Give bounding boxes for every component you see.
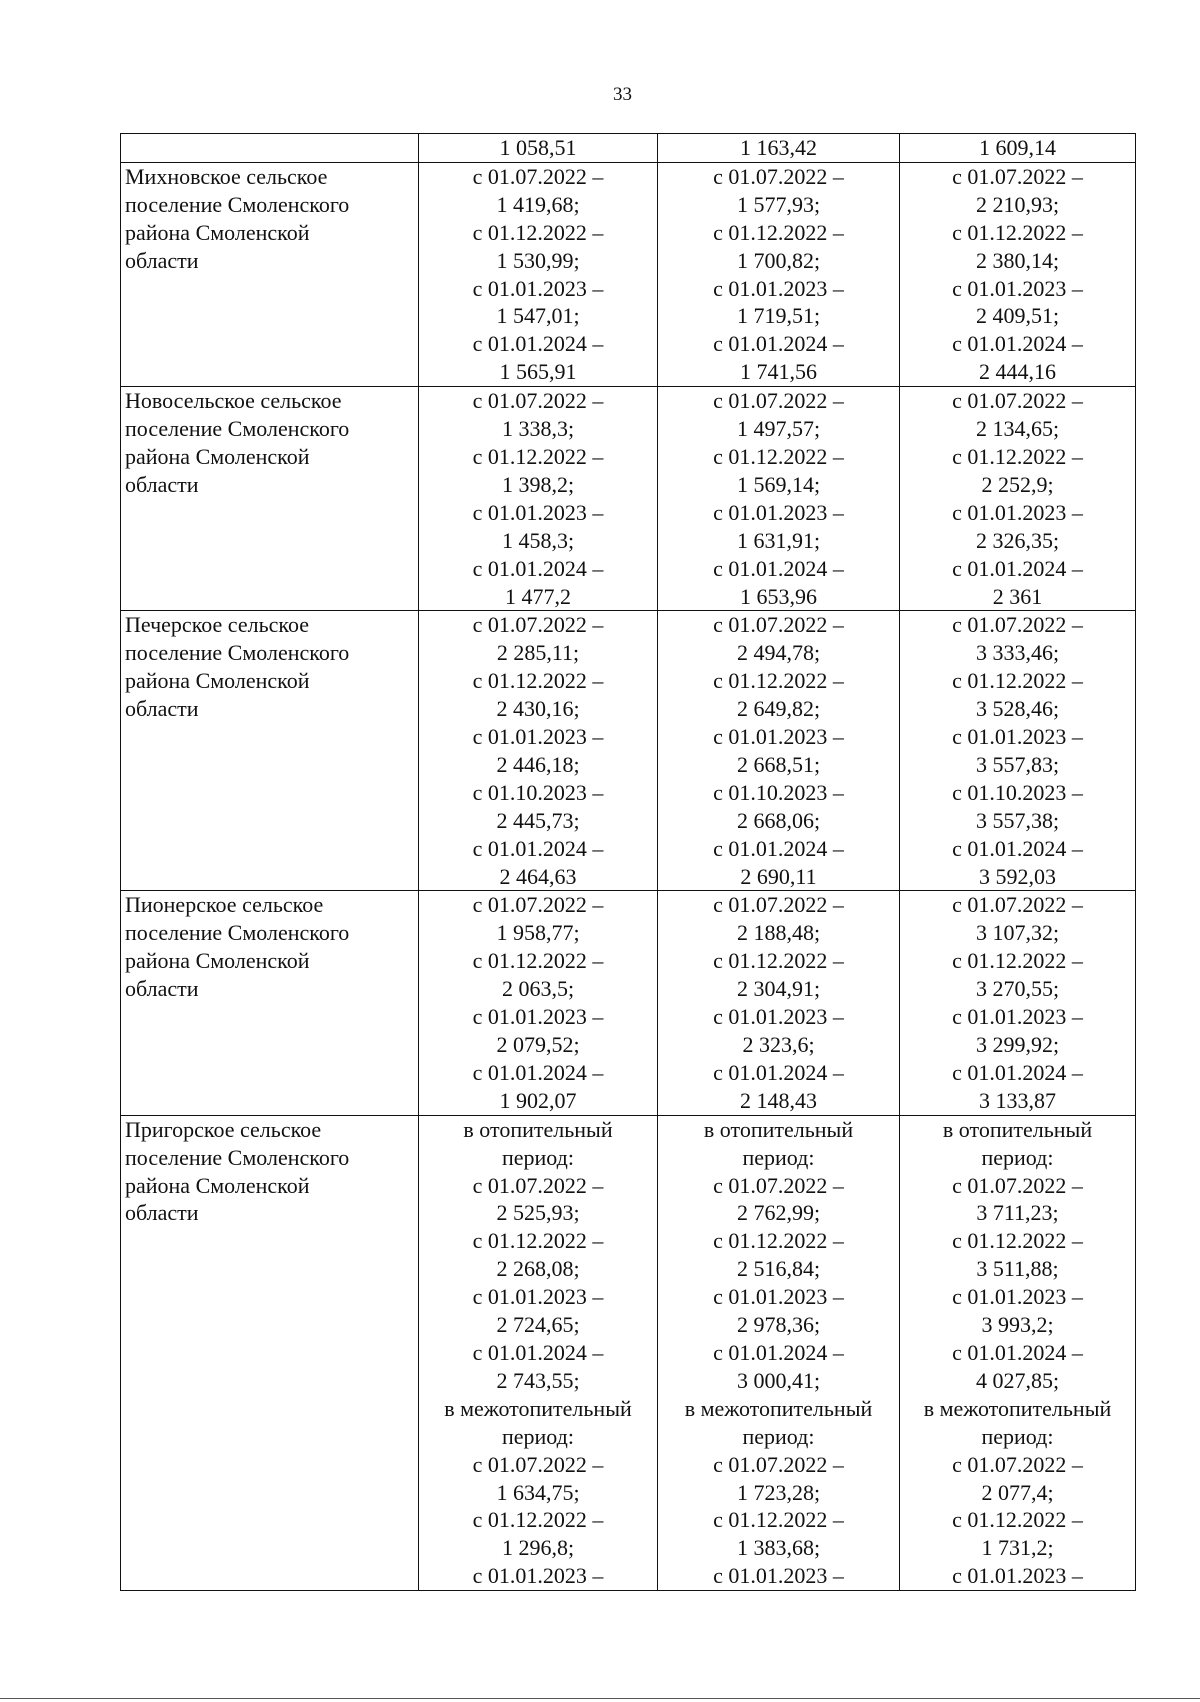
- tariff-line: 3 528,46;: [975, 696, 1060, 722]
- tariff-cell-col3: [900, 387, 1136, 611]
- tariff-cell-col2: [658, 891, 900, 1115]
- tariff-line: с 01.01.2023 –: [952, 275, 1083, 301]
- settlement-name-line: области: [125, 1200, 199, 1226]
- tariff-cell-col1: [419, 387, 658, 611]
- tariff-line: с 01.01.2023 –: [472, 724, 604, 750]
- settlement-name-cell: [121, 891, 419, 1115]
- tariff-line: с 01.12.2022 –: [952, 219, 1083, 245]
- tariff-line: период:: [742, 1423, 815, 1449]
- tariff-line: с 01.01.2024 –: [713, 1059, 844, 1085]
- tariff-line: 1 565,91: [499, 359, 577, 385]
- tariff-line: с 01.07.2022 –: [472, 612, 604, 638]
- tariff-line: с 01.12.2022 –: [952, 948, 1083, 974]
- tariff-line: 1 569,14;: [736, 471, 821, 497]
- page-bottom-edge: [0, 1698, 1200, 1699]
- page-number: 33: [613, 84, 632, 105]
- tariff-line: с 01.01.2023 –: [472, 1563, 604, 1589]
- tariff-line: с 01.12.2022 –: [472, 1228, 604, 1254]
- table-row: [121, 611, 1136, 891]
- settlement-name-line: района Смоленской: [125, 668, 310, 694]
- tariff-line: с 01.07.2022 –: [713, 892, 844, 918]
- tariff-cell-col1: [419, 1115, 658, 1590]
- tariff-line: период:: [502, 1423, 574, 1449]
- tariff-line: 3 299,92;: [975, 1032, 1060, 1057]
- tariff-line: с 01.01.2023 –: [952, 724, 1083, 750]
- tariff-line: 4 027,85;: [975, 1367, 1060, 1393]
- tariff-cell-col3: [900, 134, 1136, 163]
- tariff-line: с 01.01.2023 –: [952, 1004, 1083, 1030]
- tariff-line: с 01.01.2024 –: [713, 555, 844, 581]
- settlement-name-line: района Смоленской: [125, 443, 310, 469]
- settlement-name-line: поселение Смоленского: [125, 1144, 350, 1170]
- tariff-line: 3 000,41;: [736, 1367, 821, 1393]
- tariff-line: с 01.12.2022 –: [952, 1228, 1083, 1254]
- tariff-line: 2 210,93;: [975, 191, 1060, 217]
- tariff-line: период:: [981, 1144, 1054, 1170]
- settlement-name-line: области: [125, 696, 199, 722]
- tariff-line: 2 668,51;: [736, 751, 821, 777]
- tariff-line: 1 547,01;: [496, 303, 580, 329]
- tariff-line: 1 163,42: [740, 135, 817, 160]
- settlement-name-cell: [121, 134, 419, 163]
- settlement-name-line: поселение Смоленского: [125, 640, 350, 666]
- tariff-line: с 01.01.2023 –: [952, 499, 1083, 525]
- tariff-line: с 01.07.2022 –: [472, 1451, 604, 1477]
- tariff-line: с 01.12.2022 –: [713, 1507, 844, 1533]
- tariff-line: 3 557,83;: [975, 751, 1060, 777]
- tariff-line: с 01.12.2022 –: [472, 948, 604, 974]
- tariff-line: 1 497,57;: [736, 416, 821, 442]
- tariff-cell-col2: [658, 611, 900, 891]
- tariff-line: с 01.01.2023 –: [713, 275, 844, 301]
- tariff-line: с 01.12.2022 –: [713, 219, 844, 245]
- tariff-line: с 01.01.2024 –: [952, 1339, 1083, 1365]
- tariff-line: с 01.12.2022 –: [472, 219, 604, 245]
- tariff-line: с 01.01.2024 –: [472, 555, 604, 581]
- tariff-line: 2 285,11;: [496, 640, 580, 666]
- tariff-line: 1 731,2;: [981, 1535, 1054, 1561]
- settlement-name-line: Печерское сельское: [125, 612, 309, 638]
- settlement-name-cell: [121, 611, 419, 891]
- tariff-line: с 01.01.2023 –: [952, 1284, 1083, 1310]
- tariff-line: 3 711,23;: [976, 1200, 1059, 1226]
- tariff-cell-col1: [419, 162, 658, 386]
- settlement-name-cell: [121, 162, 419, 386]
- tariff-line: с 01.07.2022 –: [713, 163, 844, 189]
- table-row: [121, 1115, 1136, 1590]
- tariff-line: 2 304,91;: [736, 976, 821, 1002]
- tariff-line: 2 494,78;: [736, 640, 821, 666]
- settlement-name-line: области: [125, 471, 199, 497]
- tariff-line: 2 063,5;: [501, 976, 575, 1002]
- tariff-line: 1 577,93;: [736, 191, 821, 217]
- tariff-line: с 01.01.2023 –: [713, 1563, 844, 1589]
- tariff-line: 2 252,9;: [981, 471, 1054, 497]
- tariff-line: с 01.01.2023 –: [472, 499, 604, 525]
- tariff-line: с 01.07.2022 –: [952, 163, 1083, 189]
- tariff-line: с 01.12.2022 –: [472, 1507, 604, 1533]
- tariff-cell-col1: [419, 134, 658, 163]
- tariff-line: с 01.01.2023 –: [713, 1004, 844, 1030]
- tariff-line: с 01.01.2024 –: [713, 835, 844, 861]
- tariff-line: с 01.01.2024 –: [952, 835, 1083, 861]
- tariff-line: с 01.01.2024 –: [952, 555, 1083, 581]
- tariff-line: период:: [502, 1144, 574, 1170]
- tariff-line: в отопительный: [463, 1116, 613, 1142]
- tariff-cell-col3: [900, 611, 1136, 891]
- tariff-line: 2 668,06;: [736, 807, 821, 833]
- tariff-line: 1 383,68;: [736, 1535, 821, 1561]
- tariff-line: в межотопительный: [444, 1395, 632, 1421]
- tariff-cell-col2: [658, 387, 900, 611]
- tariff-line: 2 649,82;: [736, 696, 821, 722]
- tariff-line: 1 058,51: [499, 135, 577, 160]
- tariff-line: 2 762,99;: [736, 1200, 821, 1226]
- tariff-line: с 01.07.2022 –: [472, 892, 604, 918]
- tariff-line: 2 690,11: [740, 863, 817, 889]
- tariff-cell-col1: [419, 611, 658, 891]
- tariff-line: с 01.01.2023 –: [713, 1284, 844, 1310]
- tariff-line: с 01.12.2022 –: [713, 668, 844, 694]
- tariff-line: с 01.07.2022 –: [952, 892, 1083, 918]
- tariff-line: 2 323,6;: [742, 1032, 815, 1057]
- tariff-line: 2 326,35;: [975, 527, 1060, 553]
- tariff-line: с 01.07.2022 –: [952, 388, 1083, 414]
- tariff-line: 2 409,51;: [975, 303, 1060, 329]
- settlement-name-line: области: [125, 976, 199, 1002]
- tariff-line: с 01.10.2023 –: [952, 779, 1083, 805]
- tariff-cell-col2: [658, 134, 900, 163]
- tariff-line: с 01.07.2022 –: [472, 163, 604, 189]
- tariff-line: с 01.01.2024 –: [952, 331, 1083, 357]
- tariff-line: с 01.07.2022 –: [713, 612, 844, 638]
- tariff-line: 1 634,75;: [496, 1479, 580, 1505]
- settlement-name-line: Михновское сельское: [125, 163, 328, 189]
- tariff-line: 3 592,03: [979, 863, 1056, 889]
- tariff-line: с 01.07.2022 –: [472, 388, 604, 414]
- tariff-table-body: [121, 134, 1136, 1591]
- tariff-line: 3 133,87: [979, 1087, 1056, 1113]
- tariff-line: 3 993,2;: [981, 1312, 1054, 1338]
- tariff-line: 3 333,46;: [975, 640, 1060, 666]
- tariff-line: с 01.07.2022 –: [713, 1172, 844, 1198]
- tariff-line: с 01.01.2023 –: [713, 499, 844, 525]
- tariff-line: с 01.12.2022 –: [713, 1228, 844, 1254]
- tariff-line: с 01.01.2023 –: [713, 724, 844, 750]
- tariff-cell-col3: [900, 891, 1136, 1115]
- tariff-line: 1 609,14: [979, 135, 1056, 160]
- settlement-name-line: района Смоленской: [125, 1172, 310, 1198]
- settlement-name-line: поселение Смоленского: [125, 191, 350, 217]
- tariff-line: 3 557,38;: [975, 807, 1060, 833]
- tariff-line: 2 380,14;: [975, 247, 1060, 273]
- tariff-line: 2 134,65;: [975, 416, 1060, 442]
- tariff-cell-col3: [900, 1115, 1136, 1590]
- tariff-line: 2 978,36;: [736, 1312, 821, 1338]
- tariff-line: 2 444,16: [979, 359, 1056, 385]
- tariff-line: с 01.12.2022 –: [952, 1507, 1083, 1533]
- tariff-line: 2 464,63: [499, 863, 577, 889]
- tariff-line: 2 188,48;: [736, 920, 821, 946]
- tariff-line: 2 430,16;: [496, 696, 580, 722]
- tariff-line: 1 477,2: [505, 583, 571, 609]
- tariff-line: с 01.12.2022 –: [713, 443, 844, 469]
- tariff-line: с 01.07.2022 –: [472, 1172, 604, 1198]
- tariff-line: с 01.12.2022 –: [472, 668, 604, 694]
- tariff-line: с 01.01.2024 –: [472, 1059, 604, 1085]
- tariff-line: с 01.12.2022 –: [952, 443, 1083, 469]
- tariff-line: с 01.07.2022 –: [952, 1451, 1083, 1477]
- tariff-line: 2 525,93;: [496, 1200, 580, 1226]
- settlement-name-cell: [121, 1115, 419, 1590]
- settlement-name-cell: [121, 387, 419, 611]
- tariff-line: в межотопительный: [923, 1395, 1112, 1421]
- settlement-name-line: Новосельское сельское: [125, 388, 342, 414]
- tariff-line: 1 958,77;: [496, 920, 580, 946]
- tariff-line: 1 631,91;: [736, 527, 821, 553]
- tariff-line: с 01.10.2023 –: [713, 779, 844, 805]
- tariff-line: 2 268,08;: [496, 1256, 580, 1282]
- tariff-line: с 01.01.2023 –: [472, 275, 604, 301]
- settlement-name-line: Пригорское сельское: [125, 1116, 322, 1142]
- tariff-line: с 01.12.2022 –: [472, 443, 604, 469]
- tariff-line: 2 148,43: [740, 1087, 817, 1113]
- tariff-line: 1 296,8;: [501, 1535, 575, 1561]
- tariff-line: 1 902,07: [499, 1087, 577, 1113]
- tariff-line: 1 723,28;: [736, 1479, 821, 1505]
- tariff-line: с 01.01.2024 –: [713, 1339, 844, 1365]
- tariff-line: 2 079,52;: [496, 1032, 580, 1057]
- tariff-cell-col2: [658, 1115, 900, 1590]
- tariff-line: с 01.12.2022 –: [713, 948, 844, 974]
- tariff-line: с 01.10.2023 –: [472, 779, 604, 805]
- settlement-name-line: поселение Смоленского: [125, 416, 350, 442]
- table-row: [121, 162, 1136, 386]
- tariff-line: с 01.07.2022 –: [952, 1172, 1083, 1198]
- tariff-line: 2 445,73;: [496, 807, 580, 833]
- tariff-cell-col3: [900, 162, 1136, 386]
- tariff-line: в отопительный: [942, 1116, 1093, 1142]
- tariff-line: 1 398,2;: [501, 471, 575, 497]
- tariff-line: 2 446,18;: [496, 751, 580, 777]
- settlement-name-line: области: [125, 247, 199, 273]
- settlement-name-line: поселение Смоленского: [125, 920, 350, 946]
- tariff-line: с 01.01.2024 –: [952, 1059, 1083, 1085]
- table-row: [121, 134, 1136, 163]
- settlement-name-line: Пионерское сельское: [125, 892, 324, 918]
- tariff-line: с 01.07.2022 –: [713, 388, 844, 414]
- tariff-line: с 01.01.2024 –: [472, 331, 604, 357]
- tariff-line: в отопительный: [703, 1116, 854, 1142]
- table-row: [121, 387, 1136, 611]
- tariff-line: 1 741,56: [740, 359, 817, 385]
- tariff-cell-col1: [419, 891, 658, 1115]
- tariff-line: с 01.01.2024 –: [713, 331, 844, 357]
- settlement-name-line: района Смоленской: [125, 948, 310, 974]
- tariff-line: 1 700,82;: [736, 247, 821, 273]
- tariff-line: с 01.01.2024 –: [472, 835, 604, 861]
- tariff-line: 1 530,99;: [496, 247, 580, 273]
- tariff-line: 2 743,55;: [496, 1367, 580, 1393]
- tariff-line: с 01.07.2022 –: [713, 1451, 844, 1477]
- tariff-line: период:: [742, 1144, 815, 1170]
- tariff-line: 2 361: [992, 583, 1043, 609]
- tariff-line: с 01.01.2023 –: [952, 1563, 1083, 1589]
- tariff-line: с 01.12.2022 –: [952, 668, 1083, 694]
- tariff-line: 1 719,51;: [736, 303, 821, 329]
- tariff-line: 1 653,96: [740, 583, 817, 609]
- tariff-line: 1 419,68;: [496, 191, 580, 217]
- tariff-line: 2 077,4;: [981, 1479, 1054, 1505]
- table-row: [121, 891, 1136, 1115]
- tariff-line: в межотопительный: [684, 1395, 873, 1421]
- tariff-line: 3 511,88;: [976, 1256, 1059, 1282]
- tariff-line: период:: [981, 1423, 1054, 1449]
- tariff-line: 1 458,3;: [501, 527, 575, 553]
- settlement-name-line: района Смоленской: [125, 219, 310, 245]
- tariff-line: 3 270,55;: [975, 976, 1060, 1002]
- tariff-line: с 01.01.2023 –: [472, 1004, 604, 1030]
- tariff-line: 2 516,84;: [736, 1256, 821, 1282]
- tariff-table: [120, 133, 1136, 1591]
- tariff-cell-col2: [658, 162, 900, 386]
- tariff-line: с 01.01.2023 –: [472, 1284, 604, 1310]
- tariff-line: 1 338,3;: [501, 416, 575, 442]
- tariff-line: 3 107,32;: [975, 920, 1060, 946]
- tariff-line: с 01.07.2022 –: [952, 612, 1083, 638]
- tariff-line: 2 724,65;: [496, 1312, 580, 1338]
- tariff-line: с 01.01.2024 –: [472, 1339, 604, 1365]
